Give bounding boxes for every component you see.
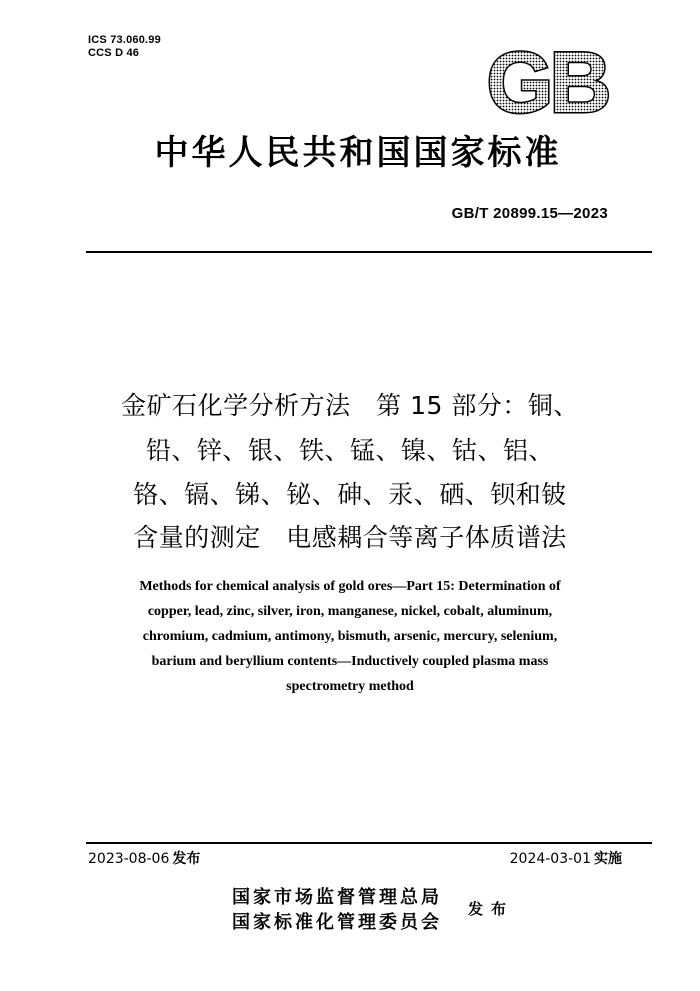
issue-date-value: 2023-08-06: [88, 851, 170, 867]
chinese-title-line: 金矿石化学分析方法 第 15 部分：铜、: [121, 391, 579, 420]
chinese-title-line: 铬、镉、锑、铋、砷、汞、硒、钡和铍: [133, 480, 567, 509]
gb-logo: [478, 42, 616, 122]
chinese-title-line: 铅、锌、银、铁、锰、镍、钴、铝、: [145, 436, 554, 465]
ccs-code: CCS D 46: [88, 47, 140, 59]
implementation-date: [510, 850, 622, 868]
chinese-title-line: 含量的测定 电感耦合等离子体质谱法: [133, 523, 567, 552]
top-divider: [86, 251, 652, 253]
gb-logo-text: GB: [486, 42, 608, 122]
ics-code: ICS 73.060.99: [88, 34, 161, 46]
implementation-date-label: 实施: [594, 851, 622, 867]
issue-date: [88, 850, 200, 868]
issuer-sac: 国家标准化管理委员会: [232, 912, 442, 933]
implementation-date-value: 2024-03-01: [509, 851, 591, 867]
english-title-line: barium and beryllium contents—Inductively coupled plasma mass: [151, 654, 549, 669]
english-title-line: chromium, cadmium, antimony, bismuth, arsenic, mercury, selenium,: [142, 629, 558, 644]
english-title-line: spectrometry method: [286, 679, 414, 694]
publish-label: 发布: [468, 900, 515, 918]
bottom-divider: [86, 842, 652, 844]
issue-date-label: 发布: [172, 851, 201, 867]
english-title-line: Methods for chemical analysis of gold ores—Part 15: Determination of: [139, 579, 561, 594]
standard-number: GB/T 20899.15—2023: [451, 205, 608, 222]
issuer-samr: 国家市场监督管理总局: [232, 887, 442, 908]
english-title-line: copper, lead, zinc, silver, iron, manganese, nickel, cobalt, aluminum,: [147, 604, 553, 619]
standard-category-title: 中华人民共和国国家标准: [154, 133, 562, 173]
